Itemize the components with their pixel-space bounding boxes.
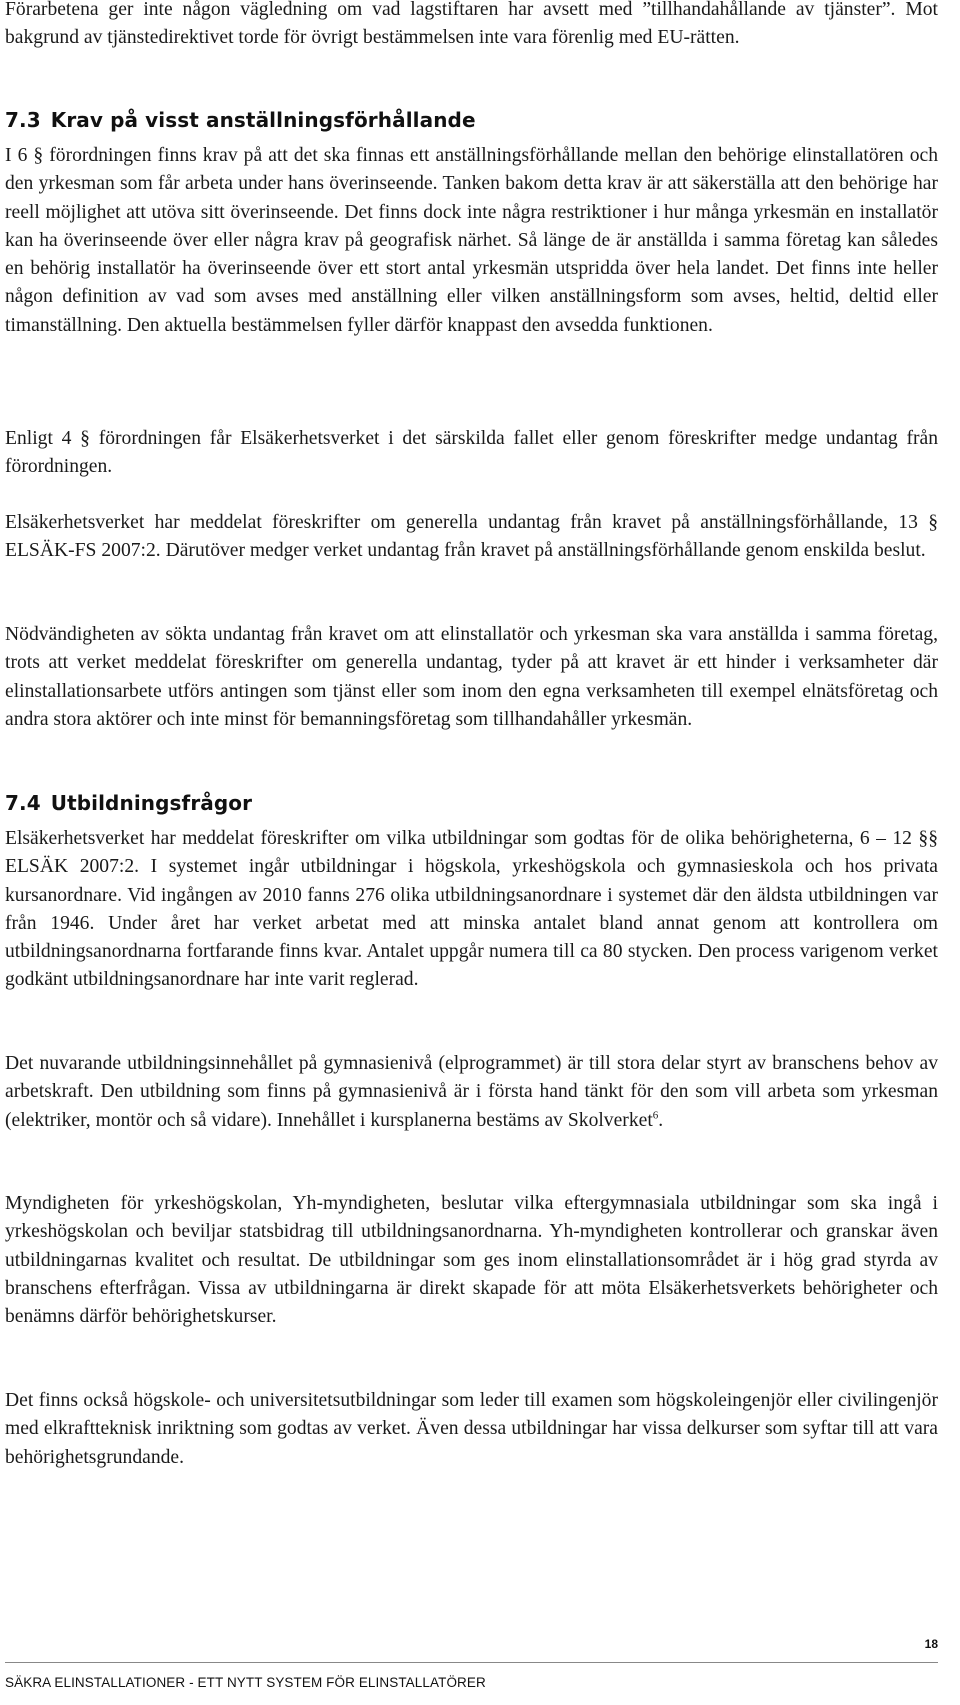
paragraph: Det finns också högskole- och universitetsutbildningar som leder till examen som högskoleingenjör eller civilingenjör med elkraftteknisk inriktning som godtas av verket. Även dessa utbildningar har vissa delkurser som syftar till att vara behörighetsgrundande. [5,1390,938,1468]
sentence-end: . [658,1109,664,1131]
paragraph: Elsäkerhetsverket har meddelat föreskrifter om generella undantag från kravet på anställningsförhållande, 13 § ELSÄK-FS 2007:2. Därutöver medger verket undantag från kravet på anställningsförhållande genom enskilda beslut. [5,512,938,562]
paragraph: Myndigheten för yrkeshögskolan, Yh-myndigheten, beslutar vilka eftergymnasiala utbildningar som ska ingå i yrkeshögskolan och beviljar statsbidrag till utbildningsanordnarna. Yh-myndigheten kontrollerar och granskar även utbildningarnas kvalitet och resultat. De utbildningar som ges inom elinstallationsområdet är i hög grad styrda av branschens efterfrågan. Vissa av utbildningarna är direkt skapade för att möta Elsäkerhetsverkets behörigheter och benämns därför behörighetskurser. [5,1193,938,1328]
footnote-reference[interactable]: 6 [652,1109,659,1122]
paragraph: I 6 § förordningen finns krav på att det ska finnas ett anställningsförhållande mellan den behörige elinstallatören och den yrkesman som får arbeta under hans överinseende. Tanken bakom detta krav är att säkerställa att den behörige har reell möjlighet att utöva sitt överinseende. Det finns dock inte några restriktioner i hur många yrkesmän en installatör kan ha överinseende över eller några krav på geografisk närhet. Så länge de är anställda i samma företag kan således en behörig installatör ha överinseende över ett stort antal yrkesmän utspridda över hela landet. Det finns inte heller någon definition av vad som avses med anställning eller vilken anställningsform som avses, heltid, deltid eller timanställning. Den aktuella bestämmelsen fyller därför knappast den avsedda funktionen. [5,145,938,336]
paragraph: Elsäkerhetsverket har meddelat föreskrifter om vilka utbildningar som godtas för de olika behörigheterna, 6 – 12 §§ ELSÄK 2007:2. I systemet ingår utbildningar i högskola, yrkeshögskola och gymnasieskola och hos privata kursanordnare. Vid ingången av 2010 fanns 276 olika utbildningsanordnare i systemet där den äldsta utbildningen var från 1946. Under året har verket arbetat med att minska antalet bland annat genom att kontrollera om utbildningsanordnarna fortfarande finns kvar. Antalet uppgår numera till ca 80 stycken. Den process varigenom verket godkänt utbildningsanordnare har inte varit reglerad. [5,828,938,991]
section-heading-7-3 [5,106,476,134]
section-number: 7.4 [5,791,41,815]
page-number: 18 [924,1637,938,1651]
paragraph: Enligt 4 § förordningen får Elsäkerhetsverket i det särskilda fallet eller genom föreskrifter medge undantag från förordningen. [5,428,938,478]
section-title: Krav på visst anställningsförhållande [50,108,476,132]
footer-title: SÄKRA ELINSTALLATIONER - ETT NYTT SYSTEM FÖR ELINSTALLATÖRER [5,1675,486,1690]
section-number: 7.3 [5,108,41,132]
section-title: Utbildningsfrågor [50,791,253,815]
section-heading-7-4 [5,789,252,817]
paragraph: Nödvändigheten av sökta undantag från kravet om att elinstallatör och yrkesman ska vara anställda i samma företag, trots att verket meddelat föreskrifter om generella undantag, tyder på att kravet är ett hinder i verksamheter där elinstallationsarbete utförs antingen som tjänst eller som inom den egna verksamheten till exempel elnätsföretag och andra stora aktörer och inte minst för bemanningsföretag som tillhandahåller yrkesmän. [5,624,938,730]
paragraph-text: Det nuvarande utbildningsinnehållet på gymnasienivå (elprogrammet) är till stora delar styrt av branschens behov av arbetskraft. Den utbildning som finns på gymnasienivå är i första hand tänkt för den som vill arbeta som yrkesman (elektriker, montör och så vidare). Innehållet i kursplanerna bestäms av Skolverket [5,1053,938,1131]
paragraph [5,1050,938,1135]
intro-paragraph: Förarbetena ger inte någon vägledning om vad lagstiftaren har avsett med ”tillhandahållande av tjänster”. Mot bakgrund av tjänstedirektivet torde för övrigt bestämmelsen inte vara förenlig med EU-rätten. [5,0,938,49]
footer-divider [5,1662,938,1663]
